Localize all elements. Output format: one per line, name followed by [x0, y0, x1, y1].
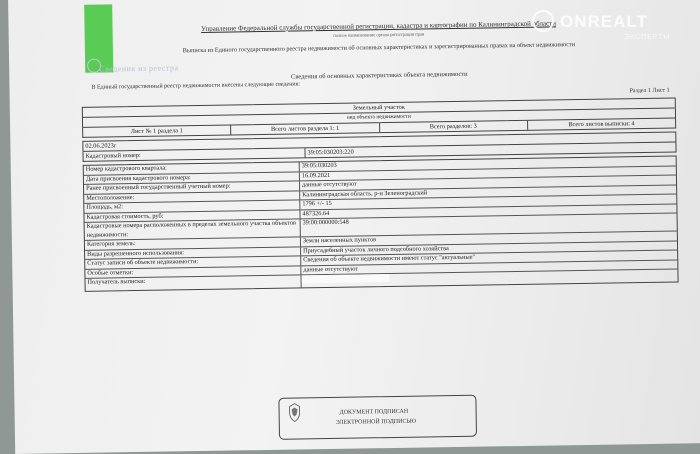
intro-text: В Единый государственный реестр недвижимости внесены следующие сведения: [91, 81, 301, 91]
row-label: Местоположение: [84, 191, 300, 203]
row-label: Кадастровые номера расположенных в пределах земельного участка объектов недвижимости: [85, 219, 301, 239]
row-label: Статус записи об объекте недвижимости: [85, 256, 301, 268]
object-type: Земельный участок [352, 103, 405, 112]
row-value: 39:05:030203 [301, 161, 337, 170]
section-title: Сведения об основных характеристиках объекта недвижимости [290, 70, 468, 81]
characteristics-table [83, 156, 679, 292]
row-label: Ранее присвоенный государственный учетный номер: [84, 181, 300, 193]
row-label: Категория земель: [85, 237, 301, 249]
sheet-number: Лист № 1 раздела 1 [83, 126, 231, 137]
cadastral-number-value: 39:05:030203:220 [304, 143, 675, 158]
watermark-brand: ONREALT [560, 12, 648, 31]
row-value: 1796 +/- 15 [302, 199, 332, 208]
coat-of-arms-icon [287, 402, 301, 422]
row-value: данные отсутствуют [303, 265, 359, 273]
cadastral-number-label: Кадастровый номер: [85, 151, 141, 160]
row-value: Калининградская область, р-н Зеленоградский [302, 188, 428, 198]
row-label: Площадь, м2: [84, 200, 300, 212]
page-info: Раздел 1 Лист 1 [629, 87, 670, 95]
onrealt-logo-icon [532, 10, 554, 32]
row-value: 16.09.2021 [301, 171, 331, 179]
row-label: Кадастровая стоимость, руб: [84, 210, 300, 222]
row-value: Земли населенных пунктов [302, 236, 377, 245]
sections-total: Всего разделов: 3 [380, 121, 528, 132]
extract-title: Выписка из Единого государственного реестра недвижимости об основных характеристиках и зарегистрированных правах на объект недвижимости [182, 41, 576, 55]
row-label: Особые отметки: [85, 266, 301, 278]
row-label: Дата присвоения кадастрового номера: [84, 172, 300, 184]
row-value: 39:00:000000:548 [302, 218, 349, 227]
stamp-line-2: ЭЛЕКТРОННОЙ ПОДПИСЬЮ [335, 418, 417, 426]
agency-name: Управление Федеральной службы государственной регистрации, кадастра и картографии по Калининградской области [201, 19, 557, 33]
document-sheet [8, 0, 700, 454]
stamp-line-1: ДОКУМЕНТ ПОДПИСАН [339, 408, 409, 416]
agency-caption: полное наименование органа регистрации прав [333, 31, 425, 38]
watermark-sub: ЭКСПЕРТЫ [624, 34, 671, 41]
faint-overlay-text: Сведения из реестра [99, 63, 179, 74]
e-signature-stamp [278, 395, 477, 440]
extract-form [82, 98, 679, 292]
redacted-recipient [301, 274, 389, 283]
extract-date: 02.06.2023г [82, 132, 676, 152]
section-sheet-total: Всего листов раздела 1: 1 [231, 123, 379, 134]
row-value: данные отсутствуют [301, 180, 357, 189]
row-label: Виды разрешенного использования: [85, 247, 301, 259]
extract-sheet-total: Всего листов выписки: 4 [568, 120, 635, 129]
row-value: Приусадебный участок личного подсобного хозяйства [303, 244, 449, 254]
row-label: Номер кадастрового квартала: [84, 162, 300, 174]
object-type-caption: вид объекта недвижимости [83, 108, 675, 127]
row-value: 487326.64 [302, 209, 330, 217]
row-label: Получатель выписки: [85, 275, 301, 290]
row-value: Сведения об объекте недвижимости имеют статус "актуальные" [303, 253, 476, 264]
